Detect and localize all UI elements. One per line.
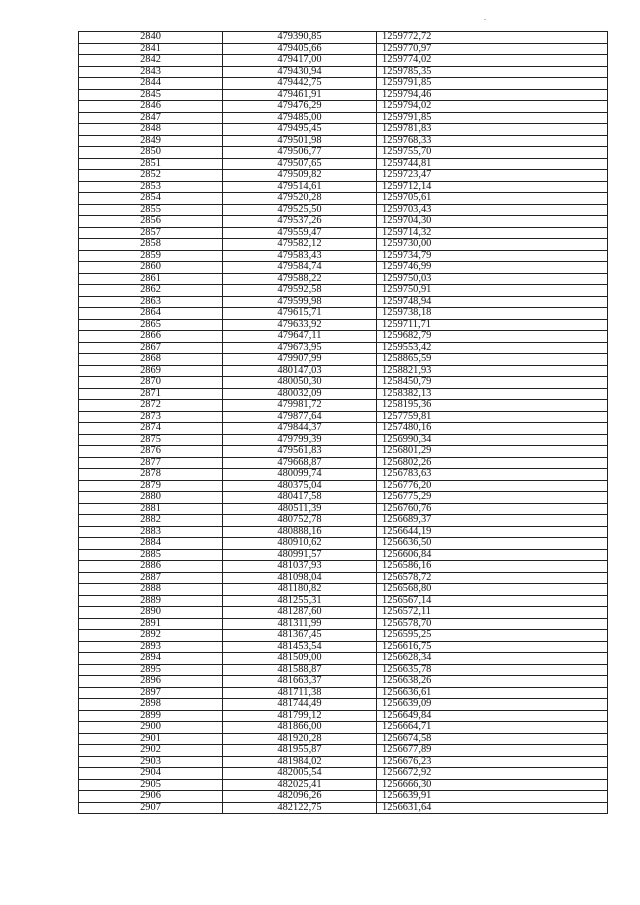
x-coordinate-cell: 480910,62 — [223, 538, 377, 550]
point-number-cell: 2845 — [79, 89, 223, 101]
table-row — [79, 89, 608, 101]
y-coordinate-cell: 1256631,64 — [377, 802, 608, 814]
x-coordinate-cell: 479506,77 — [223, 147, 377, 159]
table-row — [79, 595, 608, 607]
y-coordinate-cell: 1258382,13 — [377, 388, 608, 400]
point-number-cell: 2882 — [79, 515, 223, 527]
y-coordinate-cell: 1256676,23 — [377, 756, 608, 768]
x-coordinate-cell: 482096,26 — [223, 791, 377, 803]
y-coordinate-cell: 1259794,46 — [377, 89, 608, 101]
y-coordinate-cell: 1259734,79 — [377, 250, 608, 262]
table-row — [79, 66, 608, 78]
y-coordinate-cell: 1259748,94 — [377, 296, 608, 308]
table-row — [79, 377, 608, 389]
table-row — [79, 802, 608, 814]
x-coordinate-cell: 479673,95 — [223, 342, 377, 354]
x-coordinate-cell: 479514,61 — [223, 181, 377, 193]
x-coordinate-cell: 481920,28 — [223, 733, 377, 745]
table-row — [79, 561, 608, 573]
table-row — [79, 342, 608, 354]
point-number-cell: 2883 — [79, 526, 223, 538]
x-coordinate-cell: 481180,82 — [223, 584, 377, 596]
point-number-cell: 2847 — [79, 112, 223, 124]
x-coordinate-cell: 479592,58 — [223, 285, 377, 297]
table-row — [79, 365, 608, 377]
y-coordinate-cell: 1256578,70 — [377, 618, 608, 630]
y-coordinate-cell: 1256639,91 — [377, 791, 608, 803]
y-coordinate-cell: 1256802,26 — [377, 457, 608, 469]
y-coordinate-cell: 1259794,02 — [377, 101, 608, 113]
y-coordinate-cell: 1256672,92 — [377, 768, 608, 780]
x-coordinate-cell: 481955,87 — [223, 745, 377, 757]
y-coordinate-cell: 1257759,81 — [377, 411, 608, 423]
point-number-cell: 2870 — [79, 377, 223, 389]
y-coordinate-cell: 1256616,75 — [377, 641, 608, 653]
x-coordinate-cell: 479430,94 — [223, 66, 377, 78]
y-coordinate-cell: 1256776,20 — [377, 480, 608, 492]
point-number-cell: 2897 — [79, 687, 223, 699]
table-row — [79, 55, 608, 67]
y-coordinate-cell: 1258450,79 — [377, 377, 608, 389]
table-row — [79, 388, 608, 400]
x-coordinate-cell: 480511,39 — [223, 503, 377, 515]
point-number-cell: 2848 — [79, 124, 223, 136]
x-coordinate-cell: 479907,99 — [223, 354, 377, 366]
point-number-cell: 2901 — [79, 733, 223, 745]
y-coordinate-cell: 1256644,19 — [377, 526, 608, 538]
x-coordinate-cell: 479390,85 — [223, 32, 377, 44]
table-row — [79, 641, 608, 653]
x-coordinate-cell: 479582,12 — [223, 239, 377, 251]
table-row — [79, 756, 608, 768]
y-coordinate-cell: 1257480,16 — [377, 423, 608, 435]
point-number-cell: 2840 — [79, 32, 223, 44]
point-number-cell: 2854 — [79, 193, 223, 205]
point-number-cell: 2856 — [79, 216, 223, 228]
point-number-cell: 2881 — [79, 503, 223, 515]
y-coordinate-cell: 1259785,35 — [377, 66, 608, 78]
table-row — [79, 618, 608, 630]
y-coordinate-cell: 1259730,00 — [377, 239, 608, 251]
y-coordinate-cell: 1256636,61 — [377, 687, 608, 699]
x-coordinate-cell: 479877,64 — [223, 411, 377, 423]
x-coordinate-cell: 479561,83 — [223, 446, 377, 458]
point-number-cell: 2873 — [79, 411, 223, 423]
y-coordinate-cell: 1258821,93 — [377, 365, 608, 377]
x-coordinate-cell: 480375,04 — [223, 480, 377, 492]
x-coordinate-cell: 479647,11 — [223, 331, 377, 343]
y-coordinate-cell: 1259738,18 — [377, 308, 608, 320]
table-row — [79, 722, 608, 734]
x-coordinate-cell: 479509,82 — [223, 170, 377, 182]
table-row — [79, 584, 608, 596]
table-row — [79, 319, 608, 331]
y-coordinate-cell: 1259553,42 — [377, 342, 608, 354]
point-number-cell: 2876 — [79, 446, 223, 458]
x-coordinate-cell: 481984,02 — [223, 756, 377, 768]
x-coordinate-cell: 480417,58 — [223, 492, 377, 504]
y-coordinate-cell: 1256639,09 — [377, 699, 608, 711]
table-row — [79, 469, 608, 481]
y-coordinate-cell: 1259774,02 — [377, 55, 608, 67]
point-number-cell: 2866 — [79, 331, 223, 343]
point-number-cell: 2902 — [79, 745, 223, 757]
x-coordinate-cell: 480099,74 — [223, 469, 377, 481]
point-number-cell: 2842 — [79, 55, 223, 67]
x-coordinate-cell: 479417,00 — [223, 55, 377, 67]
table-row — [79, 181, 608, 193]
table-row — [79, 112, 608, 124]
point-number-cell: 2850 — [79, 147, 223, 159]
y-coordinate-cell: 1259723,47 — [377, 170, 608, 182]
x-coordinate-cell: 481744,49 — [223, 699, 377, 711]
point-number-cell: 2849 — [79, 135, 223, 147]
point-number-cell: 2869 — [79, 365, 223, 377]
x-coordinate-cell: 481588,87 — [223, 664, 377, 676]
table-row — [79, 779, 608, 791]
table-row — [79, 193, 608, 205]
x-coordinate-cell: 480888,16 — [223, 526, 377, 538]
y-coordinate-cell: 1259711,71 — [377, 319, 608, 331]
x-coordinate-cell: 479501,98 — [223, 135, 377, 147]
point-number-cell: 2879 — [79, 480, 223, 492]
point-number-cell: 2886 — [79, 561, 223, 573]
x-coordinate-cell: 479495,45 — [223, 124, 377, 136]
point-number-cell: 2900 — [79, 722, 223, 734]
point-number-cell: 2874 — [79, 423, 223, 435]
point-number-cell: 2889 — [79, 595, 223, 607]
y-coordinate-cell: 1259744,81 — [377, 158, 608, 170]
x-coordinate-cell: 482122,75 — [223, 802, 377, 814]
x-coordinate-cell: 482025,41 — [223, 779, 377, 791]
y-coordinate-cell: 1259682,79 — [377, 331, 608, 343]
table-row — [79, 664, 608, 676]
x-coordinate-cell: 479461,91 — [223, 89, 377, 101]
y-coordinate-cell: 1259746,99 — [377, 262, 608, 274]
x-coordinate-cell: 479476,29 — [223, 101, 377, 113]
table-row — [79, 158, 608, 170]
table-row — [79, 538, 608, 550]
x-coordinate-cell: 479799,39 — [223, 434, 377, 446]
y-coordinate-cell: 1256586,16 — [377, 561, 608, 573]
point-number-cell: 2862 — [79, 285, 223, 297]
table-row — [79, 147, 608, 159]
table-row — [79, 43, 608, 55]
point-number-cell: 2864 — [79, 308, 223, 320]
y-coordinate-cell: 1256638,26 — [377, 676, 608, 688]
y-coordinate-cell: 1256677,89 — [377, 745, 608, 757]
y-coordinate-cell: 1256783,63 — [377, 469, 608, 481]
point-number-cell: 2903 — [79, 756, 223, 768]
x-coordinate-cell: 481453,54 — [223, 641, 377, 653]
y-coordinate-cell: 1256595,25 — [377, 630, 608, 642]
y-coordinate-cell: 1256674,58 — [377, 733, 608, 745]
point-number-cell: 2894 — [79, 653, 223, 665]
point-number-cell: 2899 — [79, 710, 223, 722]
table-row — [79, 457, 608, 469]
table-row — [79, 630, 608, 642]
y-coordinate-cell: 1259781,83 — [377, 124, 608, 136]
table-row — [79, 296, 608, 308]
point-number-cell: 2851 — [79, 158, 223, 170]
point-number-cell: 2905 — [79, 779, 223, 791]
table-row — [79, 710, 608, 722]
x-coordinate-cell: 481866,00 — [223, 722, 377, 734]
x-coordinate-cell: 481311,99 — [223, 618, 377, 630]
coordinates-table-body — [79, 32, 608, 814]
table-row — [79, 653, 608, 665]
x-coordinate-cell: 481663,37 — [223, 676, 377, 688]
table-row — [79, 239, 608, 251]
point-number-cell: 2888 — [79, 584, 223, 596]
table-row — [79, 526, 608, 538]
table-row — [79, 676, 608, 688]
x-coordinate-cell: 481509,00 — [223, 653, 377, 665]
point-number-cell: 2906 — [79, 791, 223, 803]
y-coordinate-cell: 1259705,61 — [377, 193, 608, 205]
y-coordinate-cell: 1256775,29 — [377, 492, 608, 504]
y-coordinate-cell: 1256760,76 — [377, 503, 608, 515]
table-row — [79, 446, 608, 458]
x-coordinate-cell: 479599,98 — [223, 296, 377, 308]
point-number-cell: 2853 — [79, 181, 223, 193]
point-number-cell: 2860 — [79, 262, 223, 274]
x-coordinate-cell: 479485,00 — [223, 112, 377, 124]
point-number-cell: 2858 — [79, 239, 223, 251]
y-coordinate-cell: 1256636,50 — [377, 538, 608, 550]
scan-speck — [484, 19, 486, 20]
point-number-cell: 2859 — [79, 250, 223, 262]
table-row — [79, 101, 608, 113]
table-row — [79, 331, 608, 343]
y-coordinate-cell: 1259791,85 — [377, 112, 608, 124]
table-row — [79, 503, 608, 515]
point-number-cell: 2904 — [79, 768, 223, 780]
point-number-cell: 2898 — [79, 699, 223, 711]
point-number-cell: 2890 — [79, 607, 223, 619]
table-row — [79, 124, 608, 136]
y-coordinate-cell: 1259703,43 — [377, 204, 608, 216]
point-number-cell: 2891 — [79, 618, 223, 630]
point-number-cell: 2892 — [79, 630, 223, 642]
x-coordinate-cell: 479844,37 — [223, 423, 377, 435]
table-row — [79, 285, 608, 297]
y-coordinate-cell: 1258865,59 — [377, 354, 608, 366]
x-coordinate-cell: 479981,72 — [223, 400, 377, 412]
point-number-cell: 2895 — [79, 664, 223, 676]
point-number-cell: 2880 — [79, 492, 223, 504]
table-row — [79, 78, 608, 90]
y-coordinate-cell: 1256572,11 — [377, 607, 608, 619]
x-coordinate-cell: 479405,66 — [223, 43, 377, 55]
point-number-cell: 2855 — [79, 204, 223, 216]
point-number-cell: 2872 — [79, 400, 223, 412]
x-coordinate-cell: 480147,03 — [223, 365, 377, 377]
point-number-cell: 2887 — [79, 572, 223, 584]
x-coordinate-cell: 480032,09 — [223, 388, 377, 400]
point-number-cell: 2875 — [79, 434, 223, 446]
point-number-cell: 2846 — [79, 101, 223, 113]
y-coordinate-cell: 1256801,29 — [377, 446, 608, 458]
table-row — [79, 733, 608, 745]
coordinates-table — [78, 31, 608, 814]
table-row — [79, 250, 608, 262]
table-row — [79, 204, 608, 216]
table-row — [79, 262, 608, 274]
table-row — [79, 607, 608, 619]
x-coordinate-cell: 481367,45 — [223, 630, 377, 642]
table-row — [79, 135, 608, 147]
table-row — [79, 745, 608, 757]
y-coordinate-cell: 1256664,71 — [377, 722, 608, 734]
y-coordinate-cell: 1256606,84 — [377, 549, 608, 561]
y-coordinate-cell: 1259712,14 — [377, 181, 608, 193]
x-coordinate-cell: 479507,65 — [223, 158, 377, 170]
y-coordinate-cell: 1259750,91 — [377, 285, 608, 297]
x-coordinate-cell: 481711,38 — [223, 687, 377, 699]
table-row — [79, 170, 608, 182]
x-coordinate-cell: 479668,87 — [223, 457, 377, 469]
x-coordinate-cell: 479559,47 — [223, 227, 377, 239]
y-coordinate-cell: 1259768,33 — [377, 135, 608, 147]
point-number-cell: 2884 — [79, 538, 223, 550]
table-row — [79, 791, 608, 803]
point-number-cell: 2868 — [79, 354, 223, 366]
x-coordinate-cell: 479584,74 — [223, 262, 377, 274]
table-row — [79, 549, 608, 561]
point-number-cell: 2893 — [79, 641, 223, 653]
table-row — [79, 32, 608, 44]
point-number-cell: 2877 — [79, 457, 223, 469]
table-row — [79, 216, 608, 228]
point-number-cell: 2885 — [79, 549, 223, 561]
x-coordinate-cell: 479615,71 — [223, 308, 377, 320]
y-coordinate-cell: 1256689,37 — [377, 515, 608, 527]
x-coordinate-cell: 482005,54 — [223, 768, 377, 780]
x-coordinate-cell: 479525,50 — [223, 204, 377, 216]
y-coordinate-cell: 1256578,72 — [377, 572, 608, 584]
y-coordinate-cell: 1256666,30 — [377, 779, 608, 791]
x-coordinate-cell: 479537,26 — [223, 216, 377, 228]
point-number-cell: 2896 — [79, 676, 223, 688]
x-coordinate-cell: 479520,28 — [223, 193, 377, 205]
point-number-cell: 2841 — [79, 43, 223, 55]
x-coordinate-cell: 481037,93 — [223, 561, 377, 573]
y-coordinate-cell: 1259770,97 — [377, 43, 608, 55]
x-coordinate-cell: 481255,31 — [223, 595, 377, 607]
point-number-cell: 2852 — [79, 170, 223, 182]
y-coordinate-cell: 1256568,80 — [377, 584, 608, 596]
x-coordinate-cell: 480991,57 — [223, 549, 377, 561]
y-coordinate-cell: 1259750,03 — [377, 273, 608, 285]
table-row — [79, 400, 608, 412]
y-coordinate-cell: 1259714,32 — [377, 227, 608, 239]
y-coordinate-cell: 1256990,34 — [377, 434, 608, 446]
x-coordinate-cell: 481098,04 — [223, 572, 377, 584]
y-coordinate-cell: 1258195,36 — [377, 400, 608, 412]
table-row — [79, 308, 608, 320]
point-number-cell: 2863 — [79, 296, 223, 308]
table-row — [79, 423, 608, 435]
table-row — [79, 699, 608, 711]
x-coordinate-cell: 479442,75 — [223, 78, 377, 90]
x-coordinate-cell: 479588,22 — [223, 273, 377, 285]
table-row — [79, 492, 608, 504]
point-number-cell: 2844 — [79, 78, 223, 90]
table-row — [79, 411, 608, 423]
y-coordinate-cell: 1259755,70 — [377, 147, 608, 159]
y-coordinate-cell: 1256567,14 — [377, 595, 608, 607]
table-row — [79, 227, 608, 239]
point-number-cell: 2871 — [79, 388, 223, 400]
table-row — [79, 515, 608, 527]
y-coordinate-cell: 1256649,84 — [377, 710, 608, 722]
y-coordinate-cell: 1256628,34 — [377, 653, 608, 665]
point-number-cell: 2907 — [79, 802, 223, 814]
table-row — [79, 480, 608, 492]
x-coordinate-cell: 480752,78 — [223, 515, 377, 527]
y-coordinate-cell: 1259772,72 — [377, 32, 608, 44]
point-number-cell: 2843 — [79, 66, 223, 78]
y-coordinate-cell: 1259704,30 — [377, 216, 608, 228]
point-number-cell: 2865 — [79, 319, 223, 331]
table-row — [79, 768, 608, 780]
y-coordinate-cell: 1259791,85 — [377, 78, 608, 90]
point-number-cell: 2867 — [79, 342, 223, 354]
x-coordinate-cell: 479583,43 — [223, 250, 377, 262]
x-coordinate-cell: 479633,92 — [223, 319, 377, 331]
point-number-cell: 2861 — [79, 273, 223, 285]
point-number-cell: 2857 — [79, 227, 223, 239]
y-coordinate-cell: 1256635,78 — [377, 664, 608, 676]
table-row — [79, 273, 608, 285]
point-number-cell: 2878 — [79, 469, 223, 481]
x-coordinate-cell: 480050,30 — [223, 377, 377, 389]
table-row — [79, 572, 608, 584]
table-row — [79, 434, 608, 446]
table-row — [79, 354, 608, 366]
x-coordinate-cell: 481287,60 — [223, 607, 377, 619]
table-row — [79, 687, 608, 699]
x-coordinate-cell: 481799,12 — [223, 710, 377, 722]
